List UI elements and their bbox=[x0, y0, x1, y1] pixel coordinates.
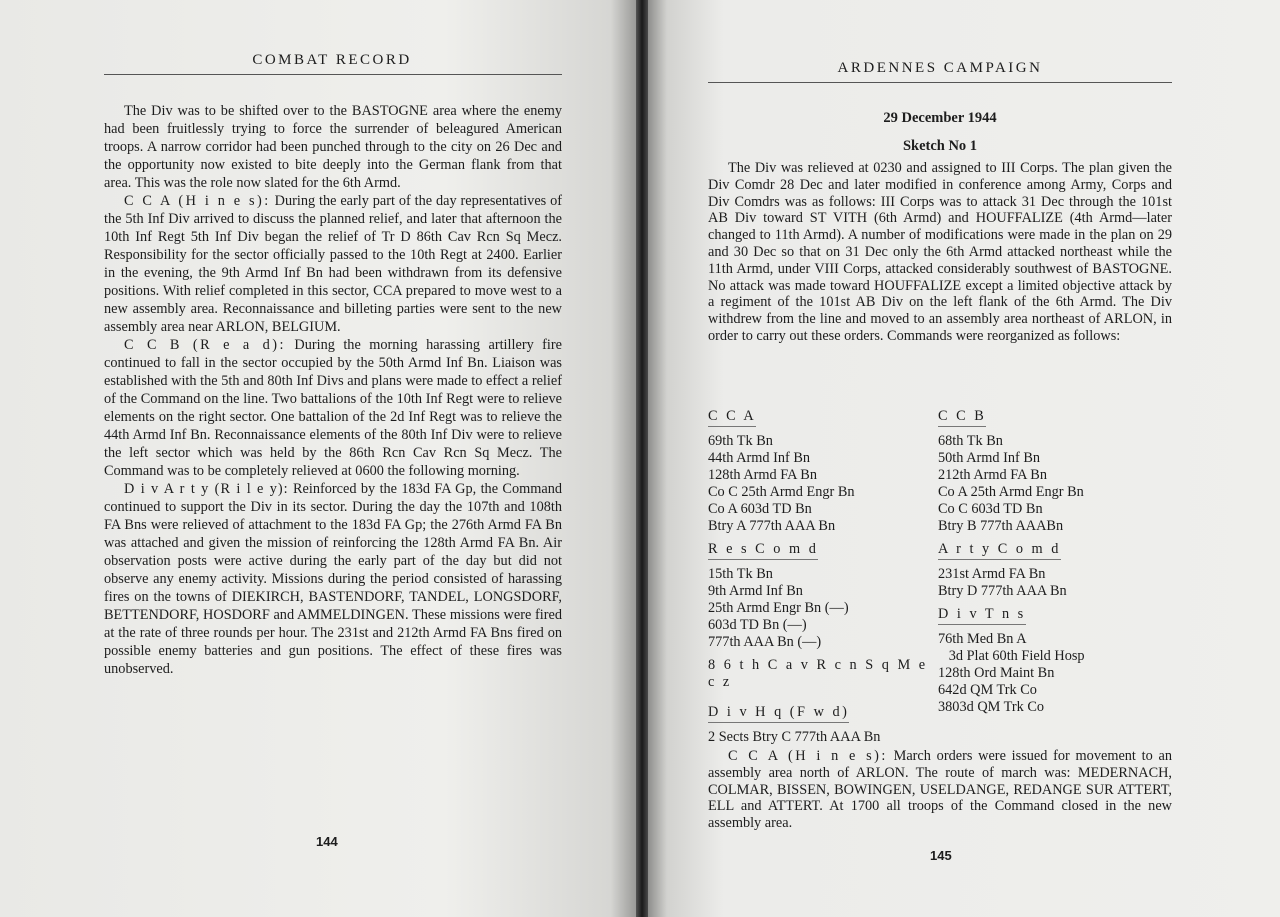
unit-group-heading: A r t y C o m d bbox=[938, 541, 1061, 560]
unit-item: 642d QM Trk Co bbox=[938, 682, 1037, 698]
unit-group bbox=[708, 408, 936, 535]
unit-item: 44th Armd Inf Bn bbox=[708, 450, 811, 466]
unit-group-heading: D i v H q (F w d) bbox=[708, 704, 849, 723]
paragraph bbox=[104, 480, 562, 678]
organization-column-right bbox=[938, 408, 1178, 722]
unit-item: 212th Armd FA Bn bbox=[938, 467, 1047, 483]
paragraph-lead: D i v A r t y (R i l e y): bbox=[124, 481, 289, 497]
running-head: ARDENNES CAMPAIGN bbox=[837, 60, 1043, 76]
paragraph: The Div was relieved at 0230 and assigned to III Corps. The plan given the Div Comdr 28 Dec and later modified in conference among Army, Corps and Div Comdrs was as follows: III Corps was to attack 31 Dec through the 101st AB Div toward ST VITH (6th Armd) and HOUFFALIZE (4th Armd—later changed to 11th Armd). A number of modifications were made in the plan on 29 and 30 Dec so that on 31 Dec only the 6th Armd attacked northeast while the 11th Armd, under VIII Corps, attacked considerably southwest of BASTOGNE. No attack was made toward HOUFFALIZE except a limited objective attack by a regiment of the 101st AB Div on the left flank of the 6th Armd. The Div withdrew from the line and moved to an assembly area northeast of ARLON, in order to carry out these orders. Commands were reorganized as follows: bbox=[708, 160, 1172, 344]
paragraph bbox=[104, 336, 562, 480]
intro-text bbox=[708, 160, 1172, 345]
unit-item: 3803d QM Trk Co bbox=[938, 699, 1045, 715]
unit-group bbox=[708, 657, 936, 698]
running-head: COMBAT RECORD bbox=[252, 52, 412, 68]
unit-group bbox=[938, 606, 1178, 716]
paragraph bbox=[104, 192, 562, 336]
unit-item: Co A 603d TD Bn bbox=[708, 501, 812, 517]
unit-group bbox=[938, 408, 1178, 535]
organization-column-left bbox=[708, 408, 936, 752]
paragraph-lead: C C B (R e a d): bbox=[124, 337, 286, 353]
unit-group-heading: D i v T n s bbox=[938, 606, 1026, 625]
unit-item: Co C 25th Armd Engr Bn bbox=[708, 484, 855, 500]
right-page bbox=[648, 0, 1280, 917]
unit-group bbox=[708, 541, 936, 651]
paragraph-text: March orders were issued for movement to an assembly area north of ARLON. The route of march was: MEDERNACH, COLMAR, BISSEN, BOWINGEN, USELDANGE, REDANGE SUR ATTERT, ELL and ATTERT. At 1700 all troops of the Command closed in the new assembly area. bbox=[708, 748, 1173, 832]
unit-group bbox=[708, 704, 936, 746]
paragraph-lead: C C A (H i n e s): bbox=[728, 748, 888, 764]
page-number: 144 bbox=[316, 834, 338, 849]
unit-group-heading: 8 6 t h C a v R c n S q M e c z bbox=[708, 657, 928, 690]
unit-item: Co A 25th Armd Engr Bn bbox=[938, 484, 1084, 500]
unit-item: 3d Plat 60th Field Hosp bbox=[938, 648, 1085, 664]
unit-item: 9th Armd Inf Bn bbox=[708, 583, 803, 599]
date-heading: 29 December 1944 bbox=[883, 110, 997, 126]
unit-item: Btry B 777th AAABn bbox=[938, 518, 1064, 534]
paragraph bbox=[708, 748, 1172, 832]
page-number: 145 bbox=[930, 848, 952, 863]
unit-item: 15th Tk Bn bbox=[708, 566, 773, 582]
left-page bbox=[0, 0, 636, 917]
unit-item: 2 Sects Btry C 777th AAA Bn bbox=[708, 729, 881, 745]
unit-item: 128th Armd FA Bn bbox=[708, 467, 817, 483]
unit-item: 603d TD Bn (—) bbox=[708, 617, 807, 633]
unit-item: Co C 603d TD Bn bbox=[938, 501, 1043, 517]
unit-item: 128th Ord Maint Bn bbox=[938, 665, 1055, 681]
sketch-heading: Sketch No 1 bbox=[902, 138, 978, 154]
unit-item: 76th Med Bn A bbox=[938, 631, 1027, 647]
paragraph-text: During the morning harassing artillery fire continued to fall in the sector occupied by the 50th Armd Inf Bn. Liaison was established with the 5th and 80th Inf Divs and plans were made to effect a relief of the Command on the line. Two battalions of the 10th Inf Regt were to relieve elements on the right sector. One battalion of the 2d Inf Regt was to relieve the 44th Armd Inf Bn. Reconnaissance elements of the 80th Inf Div were to relieve the left sector which was held by the 86th Rcn Cav Rcn Sq Mecz. The Command was to be completely relieved at 0600 the following morning. bbox=[104, 337, 562, 479]
unit-item: 50th Armd Inf Bn bbox=[938, 450, 1041, 466]
left-body bbox=[104, 102, 562, 678]
unit-item: 68th Tk Bn bbox=[938, 433, 1003, 449]
unit-group-heading: C C A bbox=[708, 408, 756, 427]
paragraph-text: Reinforced by the 183d FA Gp, the Command continued to support the Div in its sector. During the day the 107th and 108th FA Bns were relieved of attachment to the 183d FA Gp; the 276th Armd FA Bn was attached and given the mission of reinforcing the 128th Armd FA Bn. Air observation posts were active during the early part of the day but did not observe any enemy activity. Missions during the period consisted of harassing fires on the towns of DIEKIRCH, BASTENDORF, TANDEL, LONGSDORF, BETTENDORF, HOSDORF and AMMELDINGEN. These missions were fired at the rate of three rounds per hour. The 231st and 212th Armd FA Bns fired on possible enemy batteries and gun positions. The effect of these fires was unobserved. bbox=[104, 481, 562, 677]
unit-group-heading: C C B bbox=[938, 408, 986, 427]
unit-item: 231st Armd FA Bn bbox=[938, 566, 1046, 582]
paragraph-text: During the early part of the day representatives of the 5th Inf Div arrived to discuss the planned relief, and later that afternoon the 10th Inf Regt 5th Inf Div began the relief of Tr D 86th Cav Rcn Sq Mecz. Responsibility for the sector officially passed to the 10th Regt at 2400. Earlier in the evening, the 9th Armd Inf Bn had been withdrawn from its defensive positions. With relief completed in this sector, CCA prepared to move west to a new assembly area. Reconnaissance and billeting parties were sent to the new assembly area near ARLON, BELGIUM. bbox=[104, 193, 562, 335]
header-rule bbox=[708, 82, 1172, 83]
paragraph-lead: C C A (H i n e s): bbox=[124, 193, 271, 209]
unit-item: 777th AAA Bn (—) bbox=[708, 634, 822, 650]
unit-item: Btry D 777th AAA Bn bbox=[938, 583, 1067, 599]
unit-item: 69th Tk Bn bbox=[708, 433, 773, 449]
header-rule bbox=[104, 74, 562, 75]
paragraph-text: The Div was to be shifted over to the BASTOGNE area where the enemy had been fruitlessly trying to force the surrender of beleagured American troops. A narrow corridor had been punched through to the city on 26 Dec and the opportunity now existed to bite deeply into the German flank from that area. This was the role now slated for the 6th Armd. bbox=[104, 103, 562, 191]
unit-group bbox=[938, 541, 1178, 600]
unit-item: Btry A 777th AAA Bn bbox=[708, 518, 836, 534]
book-gutter bbox=[636, 0, 648, 917]
unit-group-heading: R e s C o m d bbox=[708, 541, 818, 560]
paragraph bbox=[104, 102, 562, 192]
closing-text bbox=[708, 748, 1172, 832]
unit-item: 25th Armd Engr Bn (—) bbox=[708, 600, 849, 616]
